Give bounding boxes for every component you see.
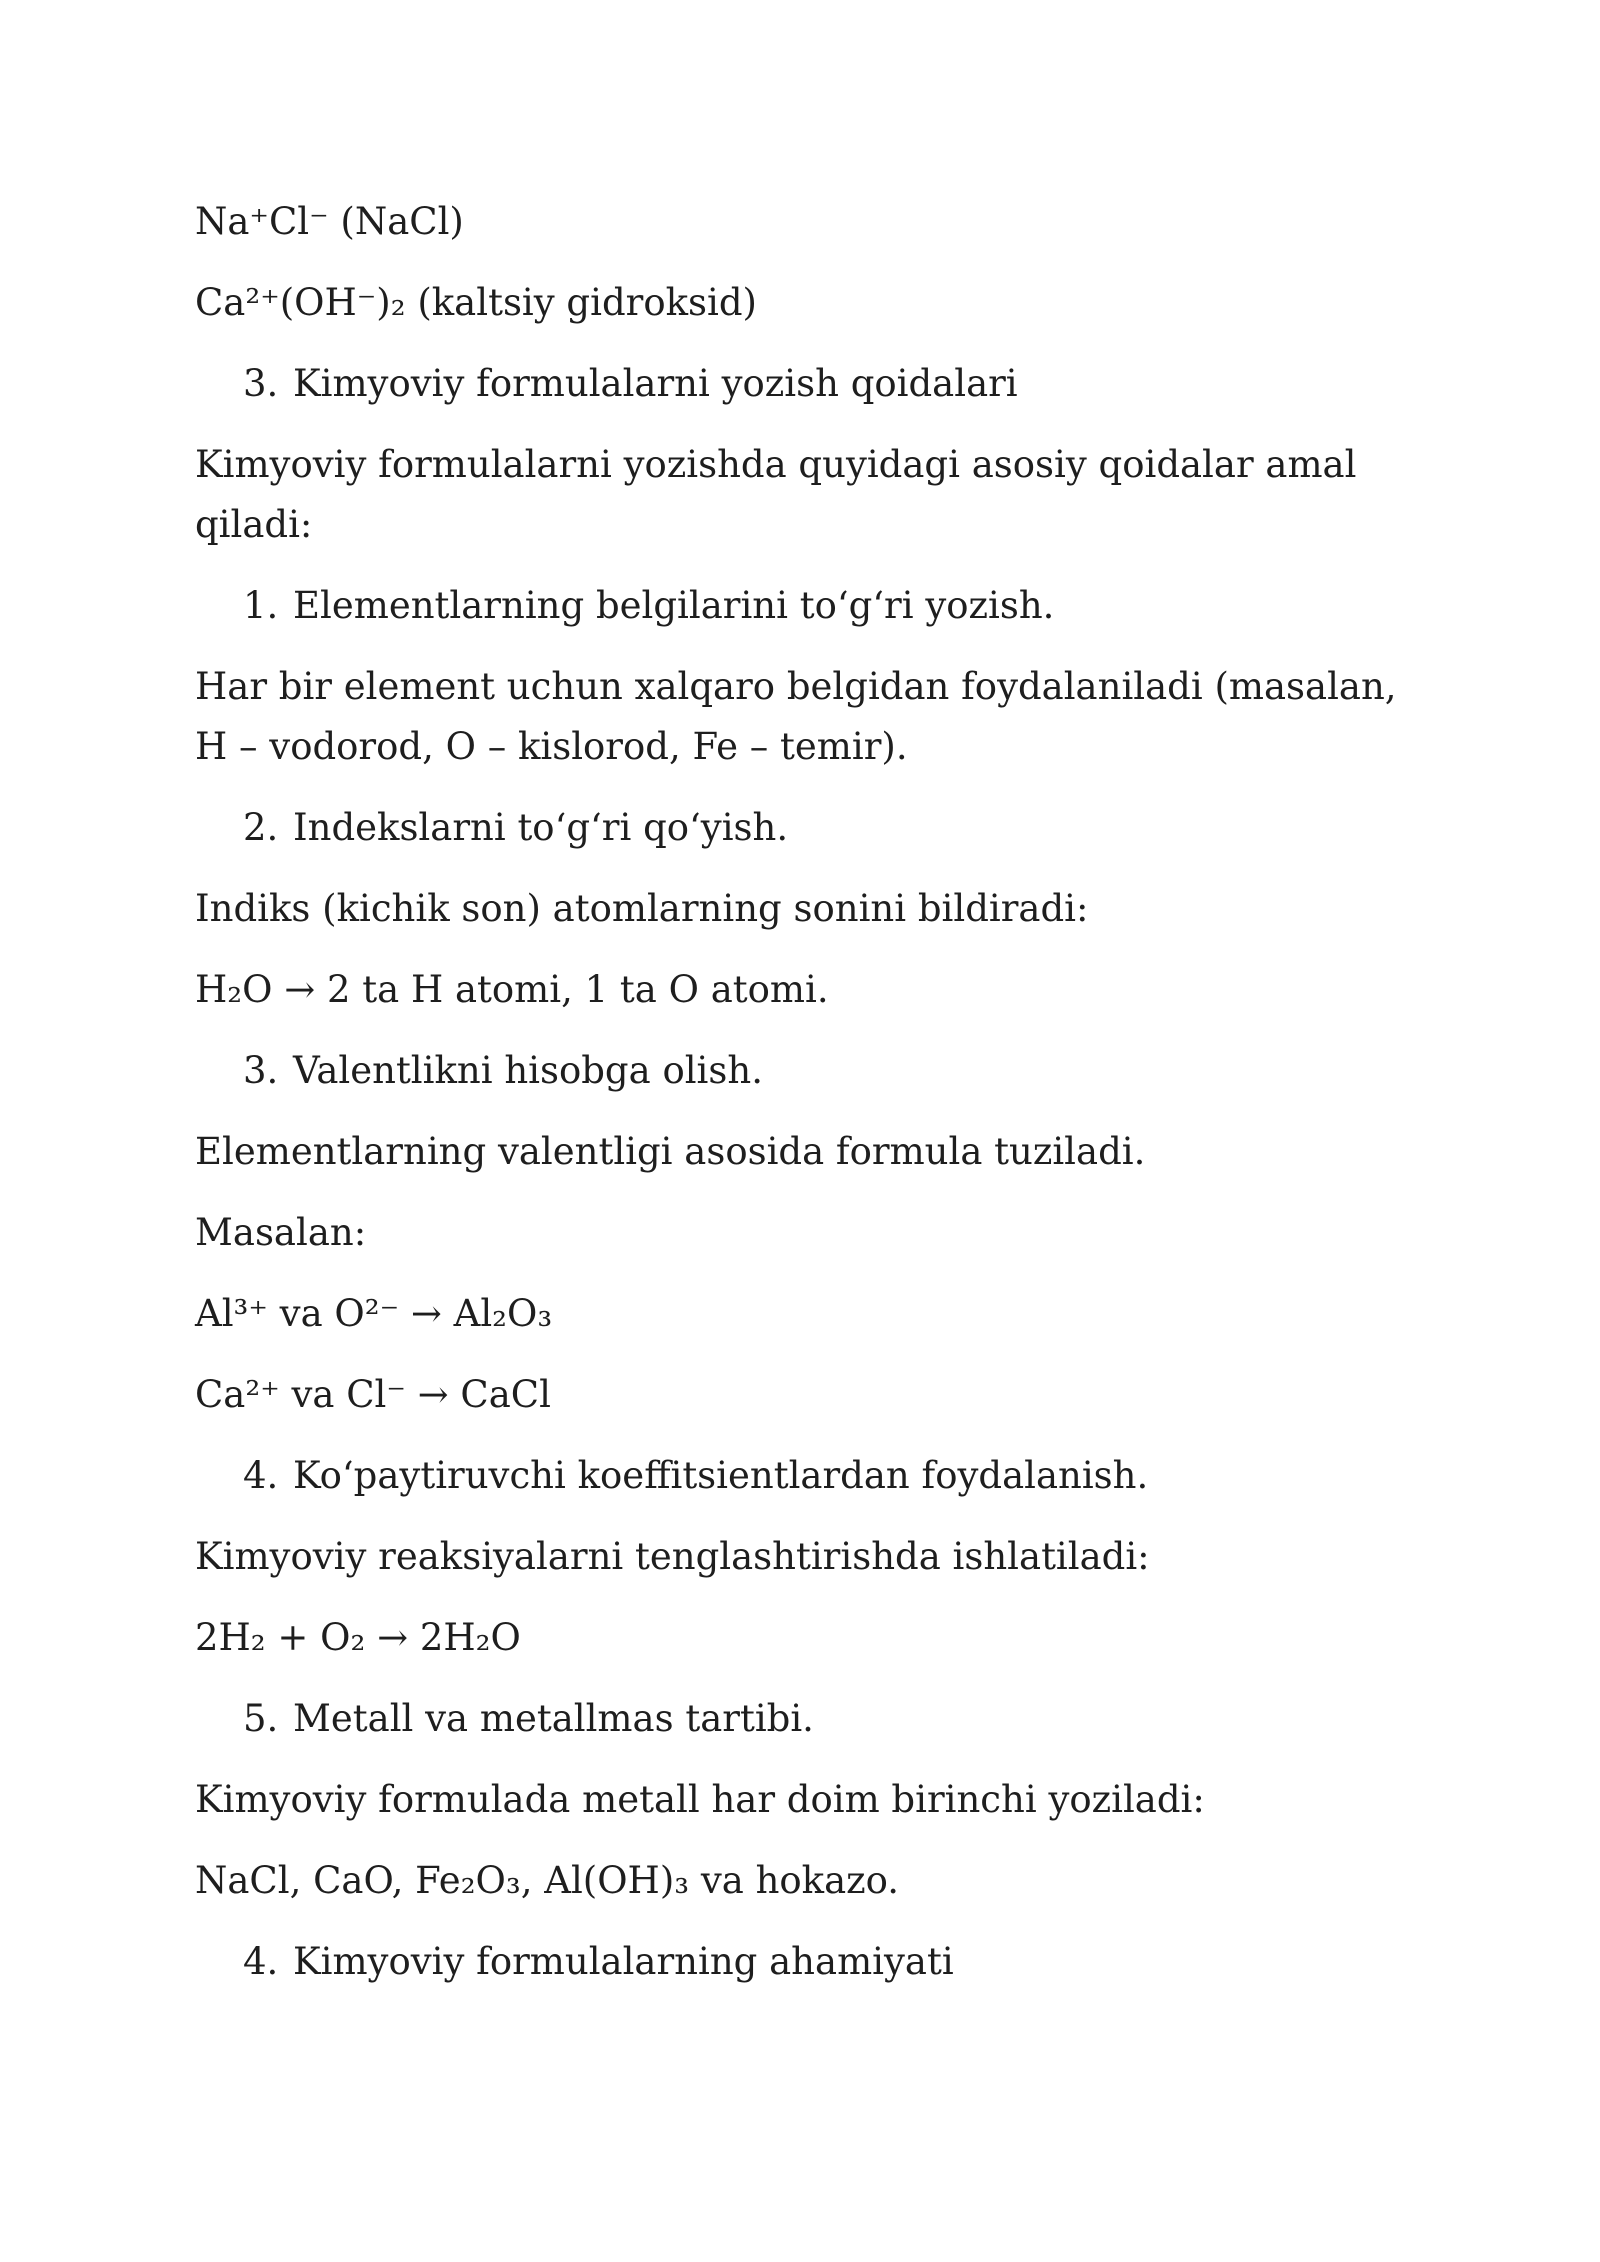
example-label: Masalan: — [195, 1211, 367, 1254]
paragraph-coefficients: Kimyoviy reaksiyalarni tenglashtirishda ishlatiladi: — [195, 1535, 1150, 1578]
rule-item-4 — [243, 1446, 1148, 1506]
list-number: 4. — [243, 1454, 279, 1497]
example-water-reaction: 2H₂ + O₂ → 2H₂O — [195, 1616, 521, 1659]
list-text: Indekslarni to‘g‘ri qo‘yish. — [293, 806, 789, 849]
list-number: 5. — [243, 1697, 279, 1740]
list-text: Ko‘paytiruvchi koeffitsientlardan foydalanish. — [293, 1454, 1149, 1497]
example-metal-compounds: NaCl, CaO, Fe₂O₃, Al(OH)₃ va hokazo. — [195, 1859, 900, 1902]
list-number: 4. — [243, 1940, 279, 1983]
paragraph-intro: Kimyoviy formulalarni yozishda quyidagi asosiy qoidalar amal qiladi: — [195, 443, 1357, 546]
paragraph-indices: Indiks (kichik son) atomlarning sonini bildiradi: — [195, 887, 1089, 930]
list-number: 1. — [243, 584, 279, 627]
formula-calcium-hydroxide: Ca²⁺(OH⁻)₂ (kaltsiy gidroksid) — [195, 281, 757, 324]
list-text: Metall va metallmas tartibi. — [293, 1697, 814, 1740]
list-text: Elementlarning belgilarini to‘g‘ri yozish. — [293, 584, 1055, 627]
example-water: H₂O → 2 ta H atomi, 1 ta O atomi. — [195, 968, 829, 1011]
list-text: Kimyoviy formulalarning ahamiyati — [293, 1940, 954, 1983]
example-aluminium-oxide: Al³⁺ va O²⁻ → Al₂O₃ — [195, 1292, 553, 1335]
list-text: Kimyoviy formulalarni yozish qoidalari — [293, 362, 1018, 405]
section-heading-4 — [243, 1932, 954, 1992]
list-number: 3. — [243, 362, 279, 405]
example-calcium-chloride: Ca²⁺ va Cl⁻ → CaCl — [195, 1373, 551, 1416]
section-heading-3 — [243, 354, 1018, 414]
paragraph-element-symbols: Har bir element uchun xalqaro belgidan foydalaniladi (masalan, H – vodorod, O – kislorod, Fe – temir). — [195, 665, 1397, 768]
rule-item-2 — [243, 798, 788, 858]
rule-item-5 — [243, 1689, 814, 1749]
paragraph-metal-order: Kimyoviy formulada metall har doim birinchi yoziladi: — [195, 1778, 1205, 1821]
formula-nacl: Na⁺Cl⁻ (NaCl) — [195, 200, 464, 243]
rule-item-1 — [243, 576, 1054, 636]
rule-item-3 — [243, 1041, 763, 1101]
list-number: 2. — [243, 806, 279, 849]
list-text: Valentlikni hisobga olish. — [293, 1049, 763, 1092]
list-number: 3. — [243, 1049, 279, 1092]
paragraph-valence: Elementlarning valentligi asosida formula tuziladi. — [195, 1130, 1146, 1173]
